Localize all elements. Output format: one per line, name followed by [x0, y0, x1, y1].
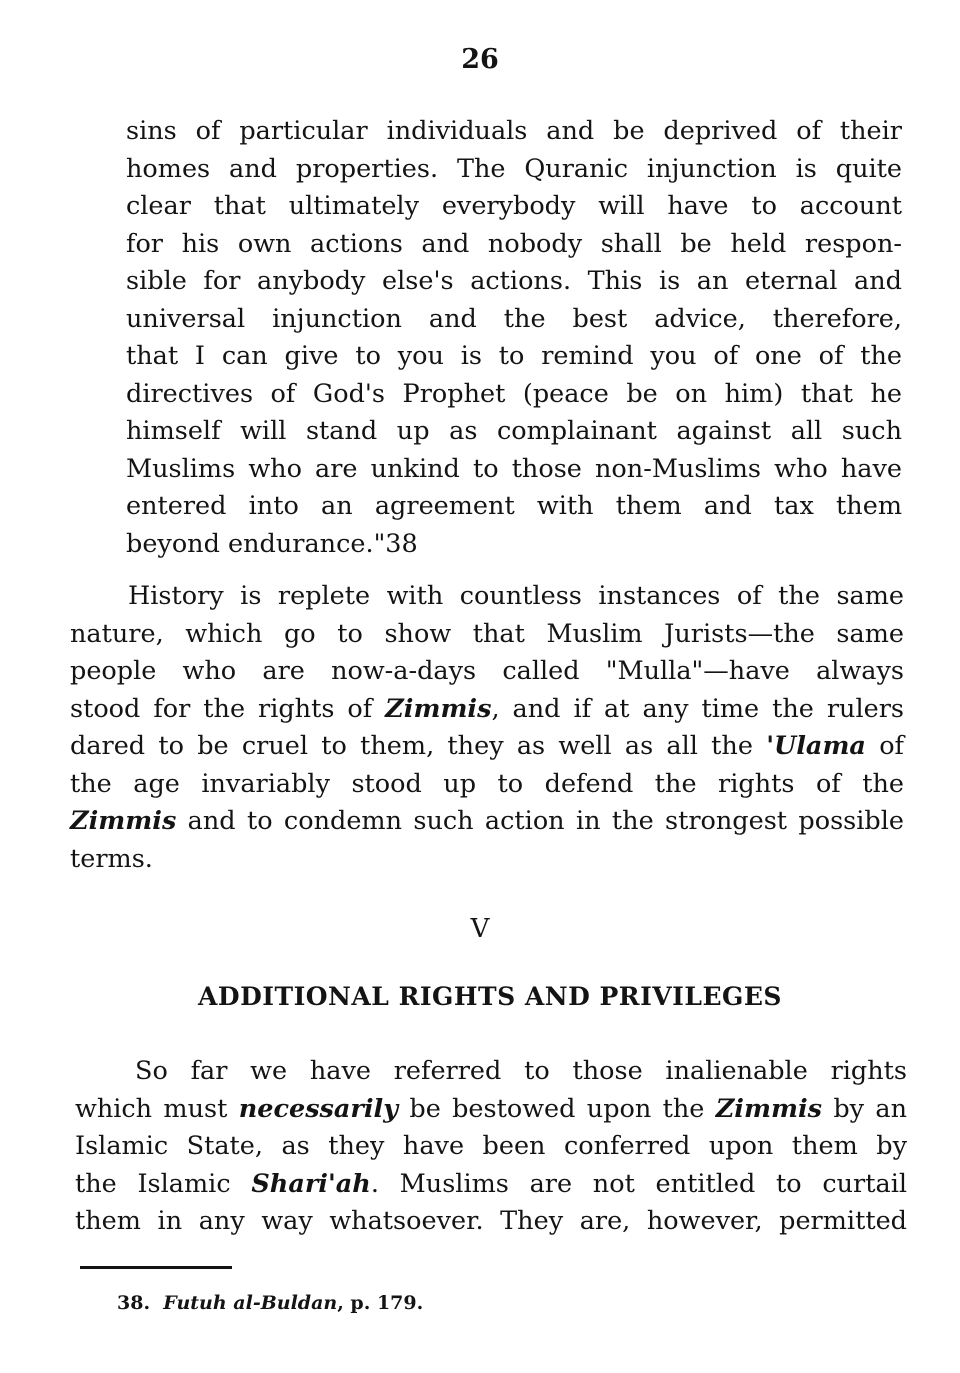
text-segment: stood for the rights of [70, 693, 386, 724]
text-segment: the Islamic [75, 1168, 252, 1199]
text-segment: and to condemn such action in the strongest possible [176, 806, 904, 836]
text-line [70, 803, 904, 841]
text-segment: be bestowed upon the [398, 1093, 716, 1124]
italic-term: Zimmis [385, 693, 492, 724]
text-line: for his own actions and nobody shall be held respon- [126, 228, 902, 259]
text-line: History is replete with countless instances of the same [128, 581, 904, 611]
text-segment: . Muslims are not entitled to curtail [370, 1168, 908, 1199]
text-line: beyond endurance."38 [126, 528, 418, 559]
italic-term: Zimmis [70, 806, 177, 836]
additional-rights-paragraph [75, 1053, 907, 1241]
text-line: So far we have referred to those inalienable rights [135, 1056, 907, 1086]
text-line [70, 728, 904, 766]
text-line: entered into an agreement with them and tax them [126, 491, 902, 521]
text-line: himself will stand up as complainant against all such [126, 416, 902, 446]
history-paragraph [70, 578, 904, 878]
italic-term: necessarily [238, 1093, 399, 1124]
page-number: 26 [461, 44, 499, 75]
text-line: nature, which go to show that Muslim Jurists—the same [70, 618, 904, 649]
quote-paragraph [126, 113, 902, 563]
italic-term: Shari'ah [251, 1168, 371, 1199]
text-line [75, 1091, 907, 1129]
text-line: the age invariably stood up to defend the rights of the [70, 768, 904, 799]
text-line: sins of particular individuals and be deprived of their [126, 116, 902, 146]
text-line [70, 691, 904, 729]
text-line: clear that ultimately everybody will have to account [126, 191, 902, 221]
section-numeral: V [470, 914, 490, 944]
text-line: them in any way whatsoever. They are, however, permitted [75, 1206, 907, 1236]
footnote-source-title: Futuh al-Buldan [163, 1292, 338, 1314]
text-line: homes and properties. The Quranic injunction is quite [126, 153, 902, 184]
text-segment: of [865, 731, 904, 761]
italic-term: Zimmis [715, 1093, 822, 1124]
text-line: Muslims who are unkind to those non-Muslims who have [126, 453, 902, 484]
text-segment: dared to be cruel to them, they as well as all the [70, 731, 767, 761]
text-segment: , and if at any time the rulers [491, 693, 904, 724]
section-heading: ADDITIONAL RIGHTS AND PRIVILEGES [198, 982, 782, 1011]
text-line: people who are now-a-days called "Mulla"—have always [70, 656, 904, 686]
footnote [117, 1292, 423, 1314]
footnote-page-ref: , p. 179. [337, 1292, 424, 1314]
footnote-number: 38. [117, 1292, 151, 1314]
text-line [75, 1166, 907, 1204]
text-line: universal injunction and the best advice, therefore, [126, 303, 902, 334]
text-line: Islamic State, as they have been conferred upon them by [75, 1131, 907, 1161]
text-line: sible for anybody else's actions. This is an eternal and [126, 266, 902, 296]
text-line: that I can give to you is to remind you of one of the [126, 341, 902, 371]
footnote-rule [80, 1266, 232, 1269]
text-line: directives of God's Prophet (peace be on him) that he [126, 378, 902, 409]
italic-term: 'Ulama [766, 731, 866, 761]
text-segment: which must [75, 1093, 239, 1124]
text-segment: by an [822, 1093, 907, 1124]
text-line: terms. [70, 843, 153, 874]
